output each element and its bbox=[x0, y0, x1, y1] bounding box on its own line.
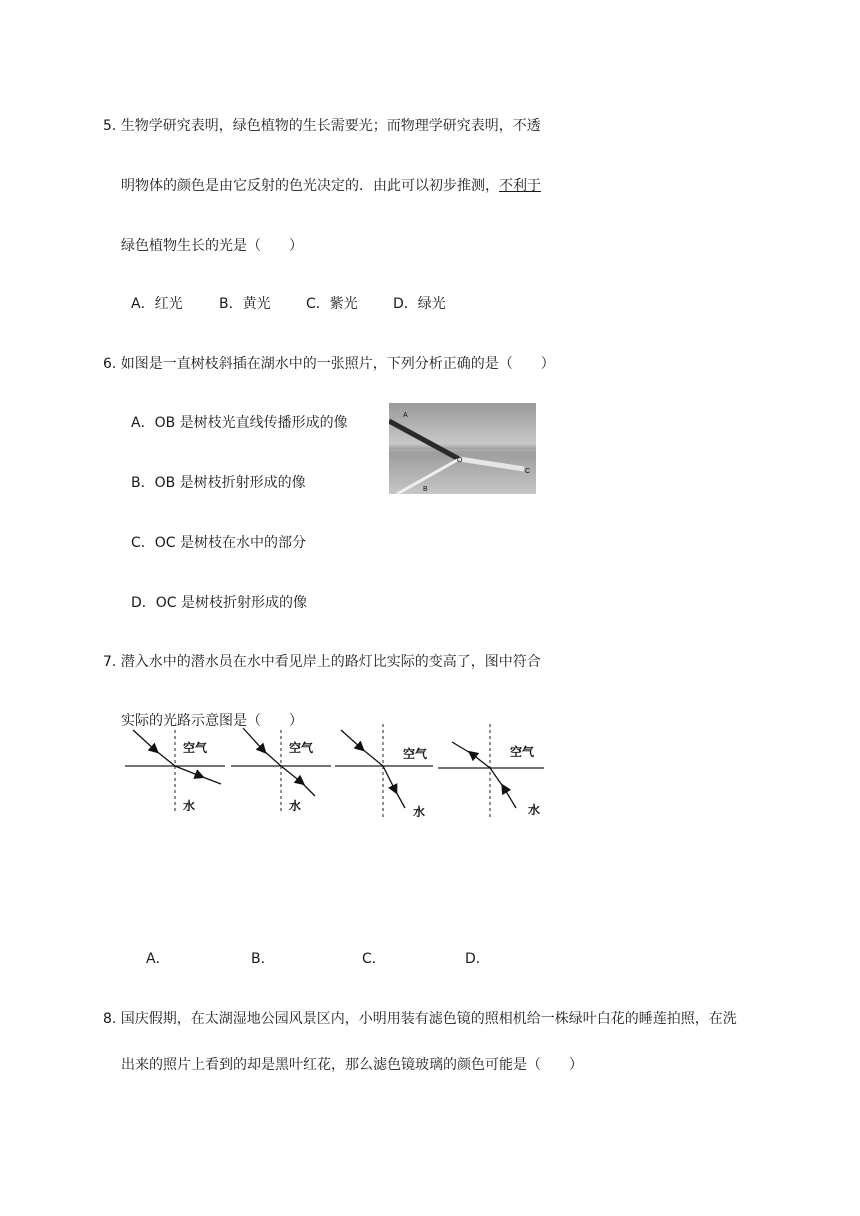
diagram-a-refracted-ray bbox=[175, 766, 200, 776]
branch-in-water-photo bbox=[389, 403, 536, 494]
light-path-diagrams bbox=[125, 722, 555, 822]
q6-option-d: D．OC 是树枝折射形成的像 bbox=[131, 595, 308, 611]
photo-label-c: C bbox=[525, 468, 531, 475]
diagram-d bbox=[438, 724, 544, 818]
diagram-c-air-label: 空气 bbox=[403, 747, 428, 761]
diagram-c-refracted-ray bbox=[383, 766, 395, 790]
photo-label-b: B bbox=[423, 486, 428, 493]
q8-line-2: 出来的照片上看到的却是黑叶红花，那么滤色镜玻璃的颜色可能是（ ） bbox=[121, 1057, 583, 1073]
diagram-b-incident-ray bbox=[243, 728, 263, 750]
diagram-a bbox=[125, 730, 225, 813]
q5-option-c: C．紫光 bbox=[306, 296, 358, 312]
diagram-d-ray-in-water bbox=[504, 788, 516, 808]
diagram-a-incident-ray bbox=[133, 730, 155, 750]
q7-choice-b: B． bbox=[251, 951, 275, 967]
q7-choice-a: A． bbox=[146, 951, 170, 967]
q7-choice-d: D． bbox=[465, 951, 490, 967]
diagram-d-water-label: 水 bbox=[528, 803, 541, 817]
q6-option-b: B．OB 是树枝折射形成的像 bbox=[131, 475, 306, 491]
diagram-d-air-label: 空气 bbox=[510, 745, 535, 759]
diagram-a-air-label: 空气 bbox=[183, 741, 208, 755]
diagram-b-water-label: 水 bbox=[289, 799, 302, 813]
diagram-d-ray-in-air bbox=[472, 754, 490, 768]
diagram-c-incident-ray bbox=[341, 730, 361, 748]
diagram-b bbox=[231, 728, 331, 813]
diagram-a-water-label: 水 bbox=[183, 799, 196, 813]
q5-option-a: A．红光 bbox=[131, 296, 183, 312]
q5-line-1: 5. 生物学研究表明，绿色植物的生长需要光；而物理学研究表明，不透 bbox=[103, 118, 541, 134]
q7-choice-c: C． bbox=[362, 951, 386, 967]
q5-option-d: D．绿光 bbox=[393, 296, 446, 312]
q6-option-a: A．OB 是树枝光直线传播形成的像 bbox=[131, 415, 348, 431]
q6-stem: 6. 如图是一直树枝斜插在湖水中的一张照片，下列分析正确的是（ ） bbox=[103, 356, 555, 372]
q5-option-b: B．黄光 bbox=[219, 296, 271, 312]
photo-label-o: O bbox=[457, 457, 463, 464]
q5-line-2 bbox=[121, 176, 541, 196]
photo-label-a: A bbox=[403, 412, 408, 419]
diagram-c-water-label: 水 bbox=[413, 805, 426, 819]
q8-line-1: 8. 国庆假期，在太湖湿地公园风景区内，小明用装有滤色镜的照相机给一株绿叶白花的睡莲拍照，在洗 bbox=[103, 1011, 737, 1027]
q6-option-c: C．OC 是树枝在水中的部分 bbox=[131, 535, 307, 551]
diagram-b-air-label: 空气 bbox=[289, 741, 314, 755]
diagram-c bbox=[335, 724, 433, 819]
q5-underlined-text: 不利于 bbox=[499, 178, 541, 194]
diagram-b-refracted-ray bbox=[281, 766, 301, 782]
q7-line-2: 实际的光路示意图是（ ） bbox=[121, 713, 303, 729]
q5-line-3: 绿色植物生长的光是（ ） bbox=[121, 238, 303, 254]
q5-line-2-text: 明物体的颜色是由它反射的色光决定的．由此可以初步推测， bbox=[121, 178, 499, 194]
q7-line-1: 7. 潜入水中的潜水员在水中看见岸上的路灯比实际的变高了，图中符合 bbox=[103, 654, 541, 670]
